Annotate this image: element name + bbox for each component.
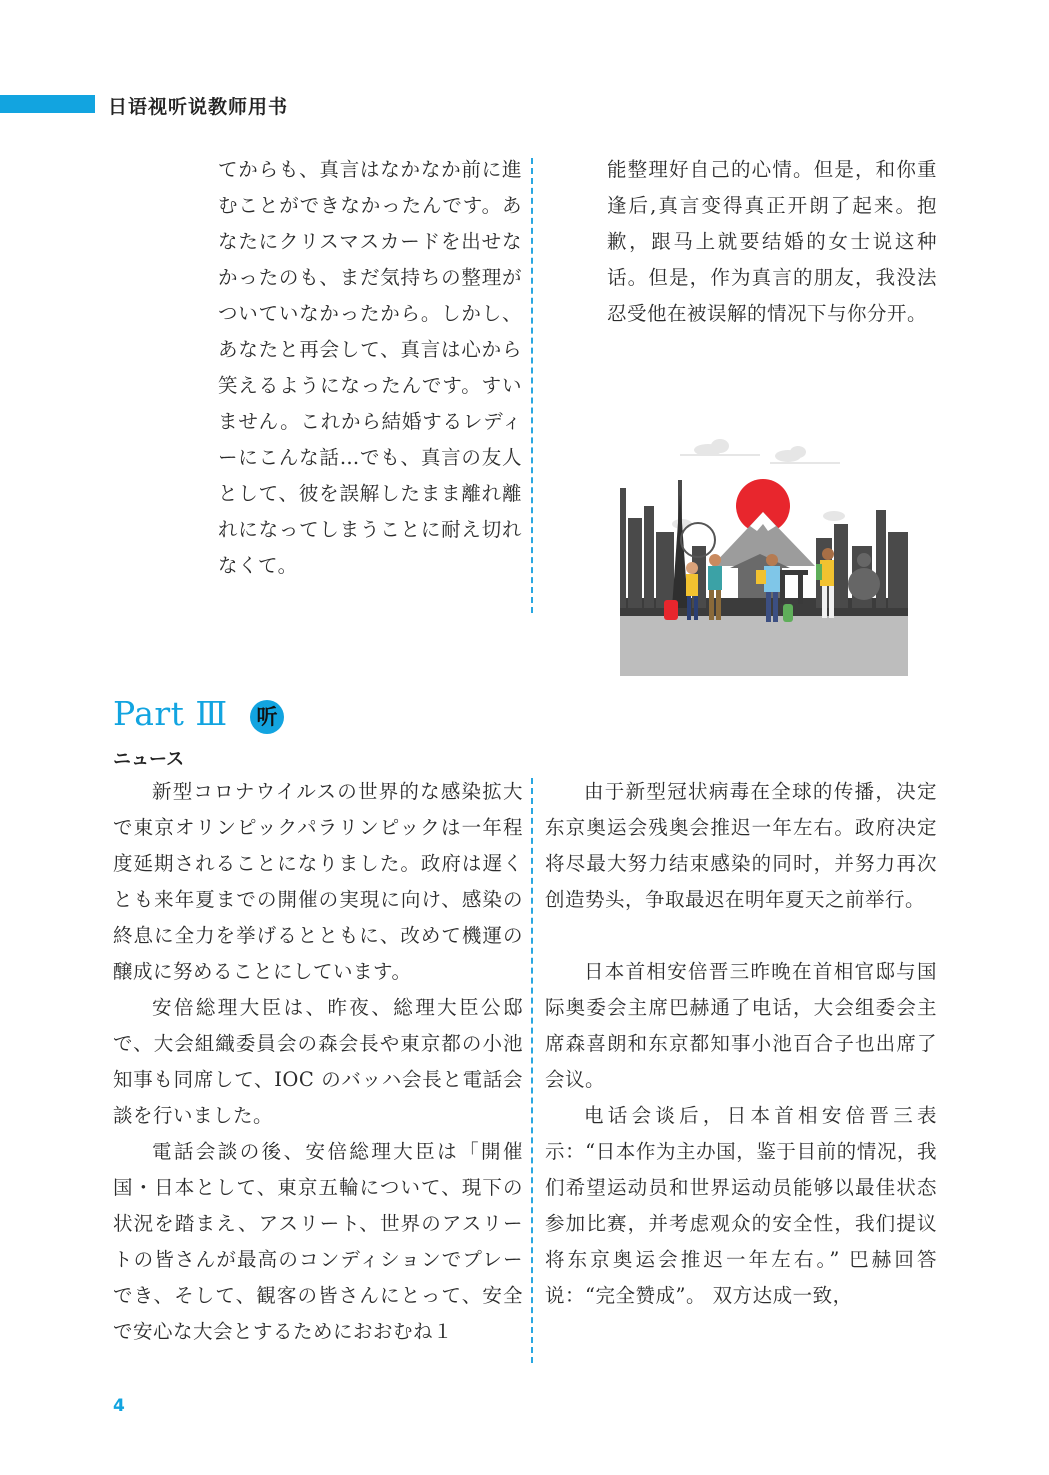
ground bbox=[620, 614, 908, 676]
top-column-divider bbox=[531, 158, 533, 613]
news-column-divider bbox=[531, 778, 533, 1363]
news-japanese-paragraph: 電話会談の後、安倍総理大臣は「開催国・日本として、東京五輪について、現下の状況を踏まえ、アスリート、世界のアスリートの皆さんが最高のコンディションでプレーでき、そして、観客の皆さんにとって、安全で安心な大会とするためにおおむね１ bbox=[113, 1140, 523, 1343]
news-japanese-text bbox=[113, 774, 523, 1350]
section-label: ニュース bbox=[113, 749, 185, 770]
news-japanese-paragraph: 新型コロナウイルスの世界的な感染拡大で東京オリンピックパラリンピックは一年程度延期されることになりました。政府は遅くとも来年夏までの開催の実現に向け、感染の終息に全力を挙げるとともに、改めて機運の醸成に努めることにしています。 bbox=[113, 780, 523, 983]
top-japanese-text bbox=[218, 152, 522, 584]
page-number: 4 bbox=[113, 1396, 125, 1416]
news-chinese-paragraph: 由于新型冠状病毒在全球的传播，决定东京奥运会残奥会推迟一年左右。政府决定将尽最大努力结束感染的同时，并努力再次创造势头，争取最迟在明年夏天之前举行。 bbox=[545, 780, 937, 911]
top-chinese-paragraph: 能整理好自己的心情。但是，和你重逢后,真言变得真正开朗了起来。抱歉，跟马上就要结婚的女士说这种话。但是，作为真言的朋友，我没法忍受他在被误解的情况下与你分开。 bbox=[607, 158, 937, 325]
news-japanese-paragraph: 安倍総理大臣は、昨夜、総理大臣公邸で、大会組織委員会の森会長や東京都の小池知事も同席して、IOC のバッハ会長と電話会談を行いました。 bbox=[113, 996, 523, 1127]
part-title: Part Ⅲ bbox=[113, 694, 228, 733]
top-chinese-text bbox=[607, 152, 937, 332]
news-chinese-text bbox=[545, 774, 937, 1314]
book-title: 日语视听说教师用书 bbox=[108, 96, 289, 118]
news-chinese-paragraph: 日本首相安倍晋三昨晚在首相官邸与国际奥委会主席巴赫通了电话，大会组委会主席森喜朗和东京都知事小池百合子也出席了会议。 bbox=[545, 960, 937, 1091]
listen-badge-icon: 听 bbox=[250, 700, 284, 734]
tokyo-travel-illustration bbox=[620, 436, 908, 676]
header-accent-bar bbox=[0, 95, 95, 113]
news-chinese-paragraph: 电话会谈后，日本首相安倍晋三表示：“日本作为主办国，鉴于目前的情况，我们希望运动员和世界运动员能够以最佳状态参加比赛，并考虑观众的安全性，我们提议将东京奥运会推迟一年左右。” 巴赫回答说：“完全赞成”。 双方达成一致， bbox=[545, 1104, 937, 1307]
top-japanese-paragraph: てからも、真言はなかなか前に進むことができなかったんです。あなたにクリスマスカードを出せなかったのも、まだ気持ちの整理がついていなかったから。しかし、あなたと再会して、真言は心から笑えるようになったんです。すいません。これから結婚するレディーにこんな話…でも、真言の友人として、彼を誤解したまま離れ離れになってしまうことに耐え切れなくて。 bbox=[218, 158, 522, 577]
